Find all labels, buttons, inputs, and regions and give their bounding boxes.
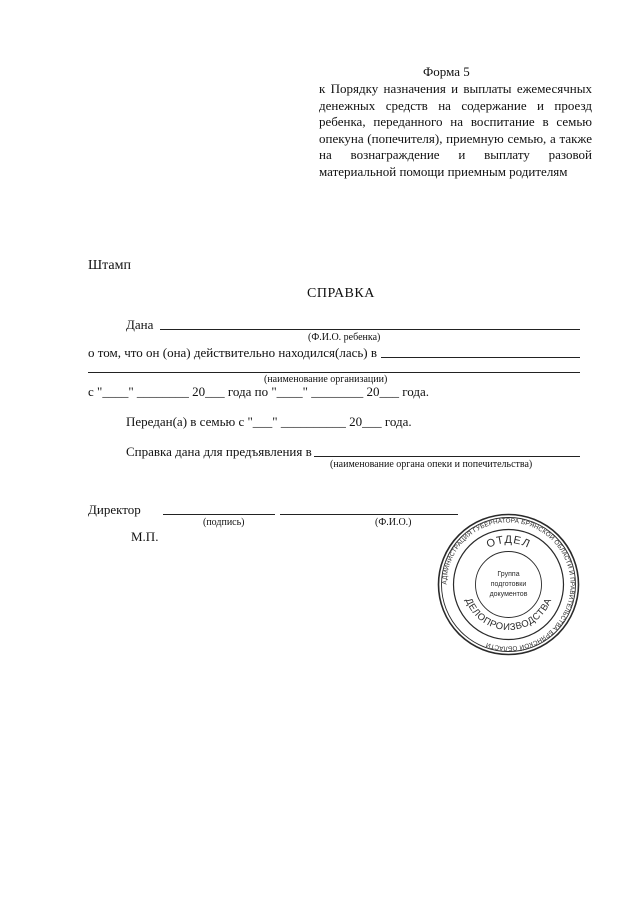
organization-caption: (наименование организации) — [264, 374, 388, 385]
organization-line-1[interactable] — [381, 357, 580, 358]
seal-center-line-1: Группа — [497, 571, 520, 578]
signature-line[interactable] — [163, 514, 275, 515]
svg-text:ДЕЛОПРОИЗВОДСТВА — [463, 596, 555, 633]
form-subtitle: к Порядку назначения и выплаты ежемесячных денежных средств на содержание и проезд ребенка, переданного на воспитание в семью опекуна (попечителя), приемную семью, а также на вознаграждение и выплату разовой материальной помощи приемным родителям — [319, 81, 592, 179]
signature-caption: (подпись) — [203, 517, 245, 528]
seal-outer-text: АДМИНИСТРАЦИЯ ГУБЕРНАТОРА БРЯНСКОЙ ОБЛАСТИ И ПРАВИТЕЛЬСТВА БРЯНСКОЙ ОБЛАСТИ — [441, 517, 576, 652]
name-caption: (Ф.И.О.) — [375, 517, 412, 528]
organization-line-2[interactable] — [88, 372, 580, 373]
svg-text:ОТДЕЛ — [485, 534, 532, 551]
form-number: Форма 5 — [423, 64, 470, 79]
document-title: СПРАВКА — [307, 286, 375, 301]
given-to-label: Дана — [126, 317, 154, 332]
issued-for-label: Справка дана для предъявления в — [126, 444, 312, 459]
seal-center-line-3: документов — [489, 591, 528, 598]
authority-line[interactable] — [314, 456, 580, 457]
seal-center-line-2: подготовки — [490, 581, 527, 588]
seal-place-label: М.П. — [131, 529, 159, 544]
stamp-label: Штамп — [88, 258, 131, 273]
stayed-text: о том, что он (она) действительно находился(лась) в — [88, 345, 378, 360]
official-seal — [437, 513, 580, 656]
child-name-caption: (Ф.И.О. ребенка) — [308, 332, 381, 343]
transferred-line: Передан(а) в семью с "___" __________ 20___ года. — [126, 414, 412, 429]
director-label: Директор — [88, 502, 141, 517]
authority-caption: (наименование органа опеки и попечительства) — [330, 459, 533, 470]
name-line[interactable] — [280, 514, 458, 515]
child-name-line[interactable] — [160, 329, 580, 330]
seal-inner-top: ОТДЕЛ — [484, 533, 533, 551]
period-line: с "____" ________ 20___ года по "____" ________ 20___ года. — [88, 384, 429, 399]
seal-inner-bottom: ДЕЛОПРОИЗВОДСТВА — [462, 596, 555, 634]
